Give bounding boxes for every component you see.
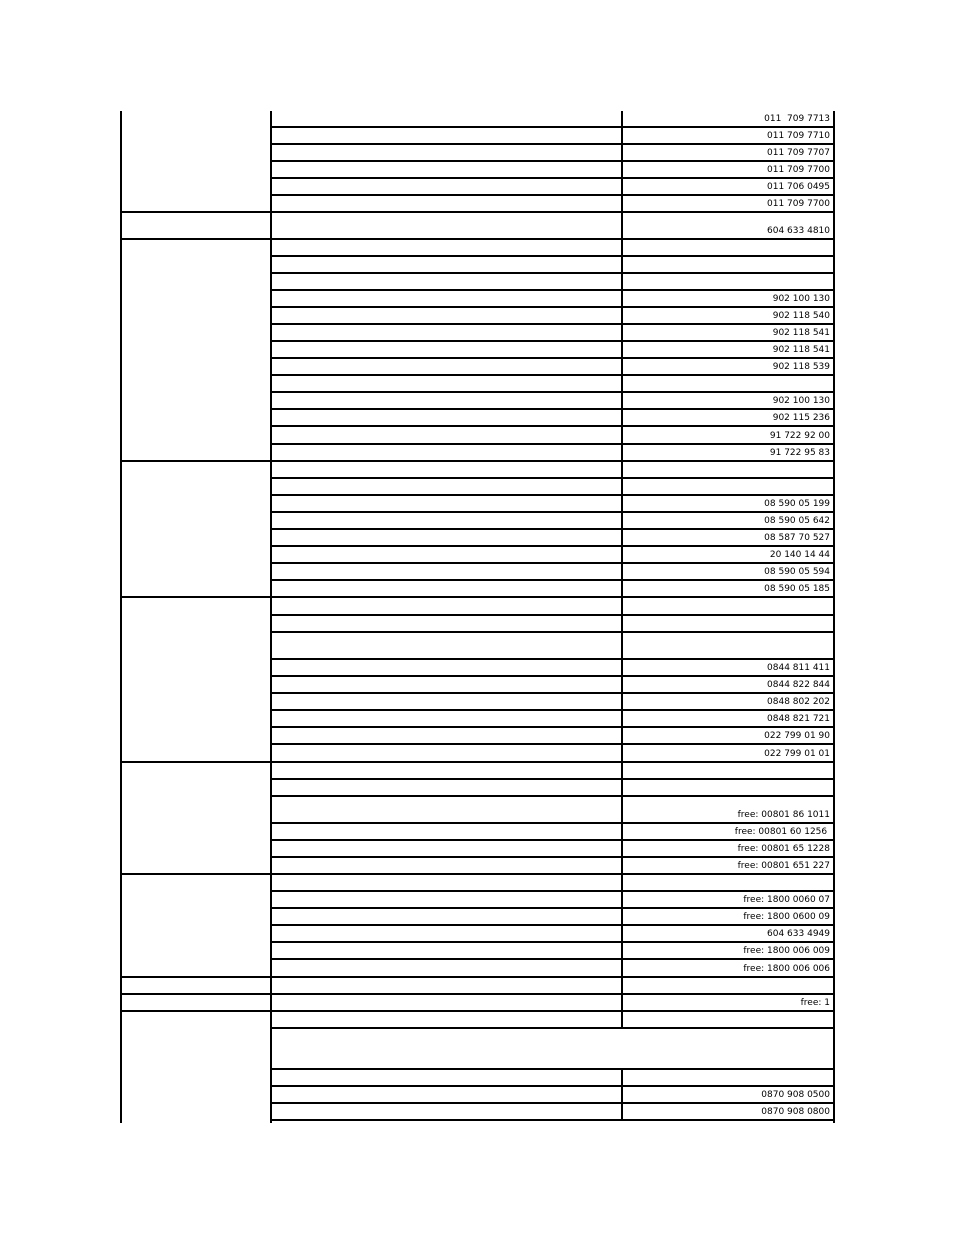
table-row-divider <box>270 272 835 274</box>
table-column-divider <box>621 779 623 796</box>
table-row-divider <box>270 194 835 196</box>
phone-number-cell: 0848 821 721 <box>767 714 830 724</box>
table-row-divider <box>270 494 835 496</box>
table-row-divider <box>270 778 835 780</box>
table-column-divider <box>621 444 623 461</box>
table-column-divider <box>621 891 623 908</box>
table-column-divider <box>621 908 623 925</box>
table-column-divider <box>621 212 623 239</box>
table-column-divider <box>621 111 623 127</box>
table-column-divider <box>621 762 623 779</box>
phone-number-cell: 902 100 130 <box>772 396 830 406</box>
table-column-divider <box>270 111 272 1123</box>
table-row-divider <box>270 743 835 745</box>
phone-number-cell: free: 00801 60 1256 <box>734 827 830 837</box>
table-row-divider <box>270 614 835 616</box>
table-row-divider <box>270 631 835 633</box>
table-row-divider <box>270 1085 835 1087</box>
table-column-divider <box>621 857 623 874</box>
table-column-divider <box>621 178 623 195</box>
table-row-divider <box>270 675 835 677</box>
table-row-divider <box>270 907 835 909</box>
table-row-divider <box>120 873 835 875</box>
table-column-divider <box>621 495 623 512</box>
table-row-divider <box>120 460 835 462</box>
phone-number-cell: 91 722 95 83 <box>769 448 830 458</box>
table-column-divider <box>621 632 623 659</box>
table-column-divider <box>621 144 623 161</box>
table-column-divider <box>621 341 623 358</box>
phone-number-cell: 011 709 7700 <box>767 199 830 209</box>
table-column-divider <box>621 478 623 495</box>
phone-number-cell: 022 799 01 01 <box>764 749 830 759</box>
phone-number-cell: 0844 822 844 <box>767 680 830 690</box>
phone-number-cell: free: 00801 65 1228 <box>737 844 830 854</box>
table-row-divider <box>270 255 835 257</box>
table-column-divider <box>621 563 623 580</box>
phone-number-cell: 0844 811 411 <box>767 663 830 673</box>
phone-number-cell: free: 1 <box>800 998 830 1008</box>
table-column-divider <box>621 461 623 478</box>
table-column-divider <box>621 426 623 444</box>
table-row-divider <box>270 924 835 926</box>
phone-number-cell: 011 709 7707 <box>767 148 830 158</box>
table-column-divider <box>621 676 623 693</box>
table-border-right <box>833 1028 835 1123</box>
table-row-divider <box>270 511 835 513</box>
phone-number-cell: 08 590 05 594 <box>764 567 830 577</box>
table-row-divider <box>270 143 835 145</box>
table-row-divider <box>270 323 835 325</box>
table-row-divider <box>270 1027 835 1029</box>
phone-number-cell: free: 00801 651 227 <box>737 861 830 871</box>
table-row-divider <box>120 238 835 240</box>
table-row-divider <box>270 1102 835 1104</box>
table-column-divider <box>621 1011 623 1028</box>
table-column-divider <box>621 580 623 597</box>
table-border-left <box>120 111 122 1123</box>
phone-number-cell: 0870 908 0800 <box>761 1107 830 1117</box>
table-row-divider <box>270 289 835 291</box>
table-row-divider <box>270 357 835 359</box>
phone-number-cell: free: 1800 006 006 <box>743 964 830 974</box>
phone-number-cell: 902 100 130 <box>772 294 830 304</box>
table-row-divider <box>270 658 835 660</box>
table-column-divider <box>621 161 623 178</box>
table-column-divider <box>621 823 623 840</box>
phone-number-cell: 0848 802 202 <box>767 697 830 707</box>
table-column-divider <box>621 597 623 615</box>
table-row-divider <box>270 443 835 445</box>
table-column-divider <box>621 239 623 256</box>
phone-number-cell: 91 722 92 00 <box>769 431 830 441</box>
table-row-divider <box>270 562 835 564</box>
table-row-divider <box>120 596 835 598</box>
table-row-divider <box>270 477 835 479</box>
table-column-divider <box>621 127 623 144</box>
table-row-divider <box>270 408 835 410</box>
table-column-divider <box>621 529 623 546</box>
table-column-divider <box>621 796 623 823</box>
table-row-divider <box>270 425 835 427</box>
table-column-divider <box>621 693 623 710</box>
table-column-divider <box>621 727 623 744</box>
table-column-divider <box>621 942 623 959</box>
table-row-divider <box>270 941 835 943</box>
table-column-divider <box>621 546 623 563</box>
table-row-divider <box>270 839 835 841</box>
table-column-divider <box>621 659 623 676</box>
table-column-divider <box>621 977 623 994</box>
table-row-divider <box>270 1068 835 1070</box>
table-row-divider <box>270 177 835 179</box>
table-row-divider <box>270 391 835 393</box>
table-column-divider <box>621 290 623 307</box>
phone-number-cell: free: 00801 86 1011 <box>737 810 830 820</box>
phone-number-cell: 604 633 4949 <box>767 929 830 939</box>
phone-number-cell: free: 1800 0600 09 <box>743 912 830 922</box>
table-row-divider <box>120 761 835 763</box>
phone-number-cell: 604 633 4810 <box>767 226 830 236</box>
table-row-divider <box>270 709 835 711</box>
table-row-divider <box>270 958 835 960</box>
phone-number-cell: 08 590 05 199 <box>764 499 830 509</box>
table-column-divider <box>621 375 623 392</box>
table-column-divider <box>621 925 623 942</box>
phone-number-cell: 902 118 540 <box>772 311 830 321</box>
table-column-divider <box>621 409 623 426</box>
table-column-divider <box>621 710 623 727</box>
phone-number-cell: 902 115 236 <box>772 413 830 423</box>
table-column-divider <box>621 392 623 409</box>
phone-number-cell: free: 1800 006 009 <box>743 946 830 956</box>
table-row-divider <box>120 211 835 213</box>
table-row-divider <box>270 545 835 547</box>
table-row-divider <box>270 126 835 128</box>
table-row-divider <box>120 1010 835 1012</box>
table-column-divider <box>621 744 623 762</box>
phone-number-cell: 0870 908 0500 <box>761 1090 830 1100</box>
table-row-divider <box>270 579 835 581</box>
phone-number-cell: free: 1800 0060 07 <box>743 895 830 905</box>
table-column-divider <box>621 994 623 1011</box>
phone-number-cell: 08 587 70 527 <box>764 533 830 543</box>
table-row-divider <box>270 306 835 308</box>
table-row-divider <box>270 822 835 824</box>
table-row-divider <box>270 726 835 728</box>
table-column-divider <box>621 195 623 212</box>
table-column-divider <box>621 307 623 324</box>
table-column-divider <box>621 1069 623 1086</box>
phone-number-cell: 011 709 7713 <box>764 114 830 124</box>
table-column-divider <box>621 512 623 529</box>
table-column-divider <box>621 256 623 273</box>
table-row-divider <box>270 890 835 892</box>
table-row-divider <box>270 160 835 162</box>
table-row-divider <box>270 528 835 530</box>
table-column-divider <box>621 959 623 977</box>
phone-number-cell: 902 118 539 <box>772 362 830 372</box>
table-column-divider <box>621 358 623 375</box>
table-column-divider <box>621 615 623 632</box>
table-column-divider <box>621 1086 623 1103</box>
table-row-divider <box>270 856 835 858</box>
table-row-divider <box>270 795 835 797</box>
table-column-divider <box>621 273 623 290</box>
phone-number-cell: 902 118 541 <box>772 328 830 338</box>
phone-number-cell: 08 590 05 642 <box>764 516 830 526</box>
phone-number-cell: 011 709 7710 <box>767 131 830 141</box>
table-row-divider <box>120 976 835 978</box>
phone-number-cell: 011 706 0495 <box>767 182 830 192</box>
table-column-divider <box>621 1103 623 1120</box>
table-column-divider <box>621 874 623 891</box>
table-row-divider <box>270 374 835 376</box>
phone-number-cell: 08 590 05 185 <box>764 584 830 594</box>
phone-number-cell: 011 709 7700 <box>767 165 830 175</box>
table-column-divider <box>621 324 623 341</box>
phone-number-cell: 20 140 14 44 <box>769 550 830 560</box>
table-column-divider <box>621 840 623 857</box>
table-row-divider <box>270 1119 835 1121</box>
table-row-divider <box>270 340 835 342</box>
table-row-divider <box>120 993 835 995</box>
phone-number-cell: 902 118 541 <box>772 345 830 355</box>
phone-number-cell: 022 799 01 90 <box>764 731 830 741</box>
table-row-divider <box>270 692 835 694</box>
